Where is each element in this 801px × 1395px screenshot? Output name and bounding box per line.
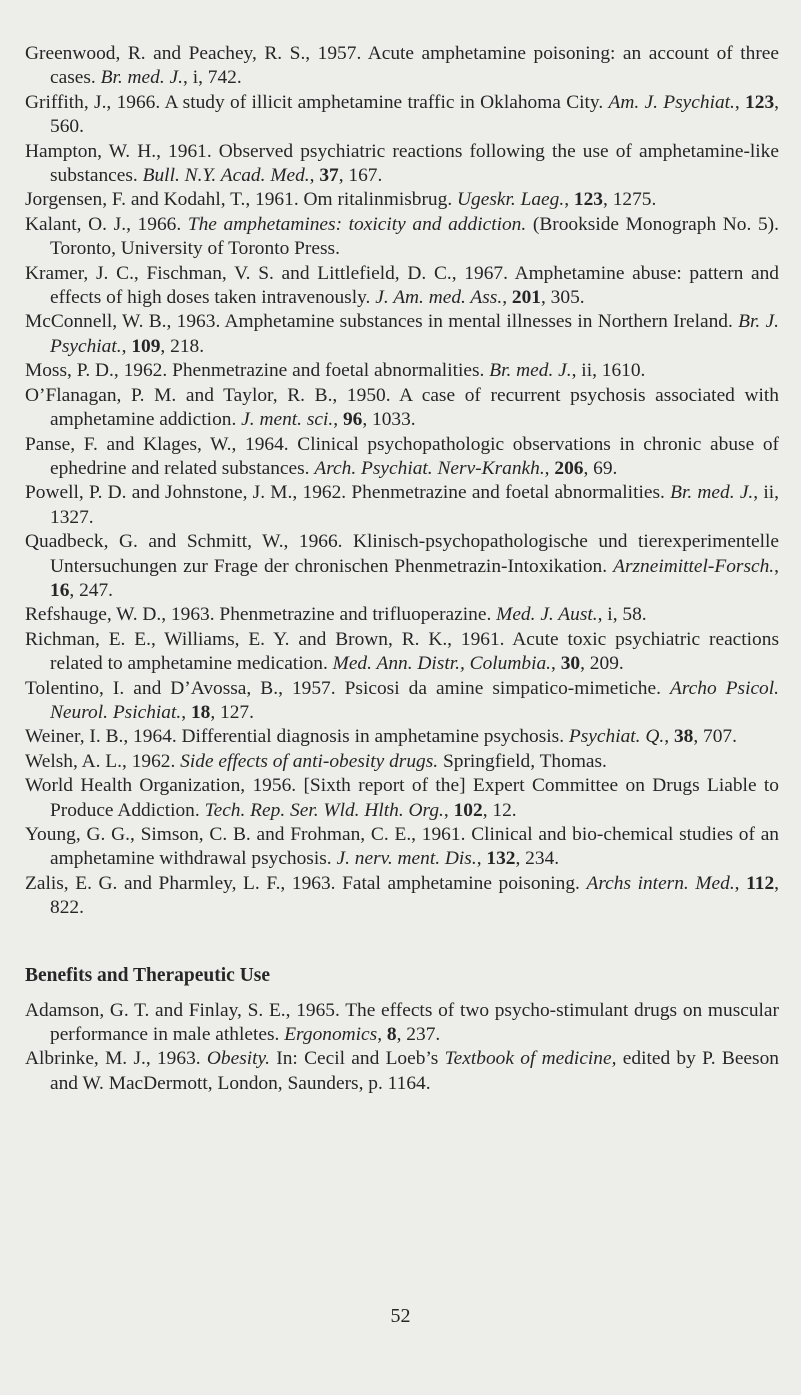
reference-journal: Br. med. J. bbox=[100, 67, 183, 89]
page-number: 52 bbox=[390, 1305, 411, 1327]
reference-pages: Springfield, Thomas. bbox=[438, 750, 607, 772]
reference-pages: , 127. bbox=[210, 701, 254, 723]
reference-text: Weiner, I. B., 1964. Differential diagnosis in amphetamine psychosis. bbox=[25, 726, 569, 748]
reference-list-benefits bbox=[25, 999, 779, 1097]
reference-pages: , 1275. bbox=[603, 189, 657, 211]
reference-volume: 18 bbox=[190, 701, 211, 723]
reference-entry: Adamson, G. T. and Finlay, S. E., 1965. The effects of two psycho-stimulant drugs on muscular performance in male athletes. Ergonomics, 8, 237. bbox=[25, 999, 779, 1046]
reference-pages: (Brookside Monograph No. 5). Toronto, University of Toronto Press. bbox=[50, 213, 779, 260]
reference-entry bbox=[25, 481, 779, 530]
reference-text: Kramer, J. C., Fischman, V. S. and Littlefield, D. C., 1967. Amphetamine abuse: pattern and effects of high doses taken intravenously. bbox=[25, 262, 779, 309]
reference-journal: Br. J. Psychiat. bbox=[50, 311, 779, 357]
reference-text: World Health Organization, 1956. [Sixth report of the] Expert Committee on Drugs Liable to Produce Addiction. bbox=[25, 775, 779, 821]
reference-text: O’Flanagan, P. M. and Taylor, R. B., 1950. A case of recurrent psychosis associated with amphetamine addiction. bbox=[25, 384, 779, 431]
reference-pages: , 12. bbox=[482, 799, 517, 821]
reference-text: Refshauge, W. D., 1963. Phenmetrazine and trifluoperazine. bbox=[25, 604, 497, 626]
reference-journal: Med. Ann. Distr., Columbia. bbox=[332, 653, 552, 675]
reference-entry: Jorgensen, F. and Kodahl, T., 1961. Om ritalinmisbrug. Ugeskr. Laeg., 123, 1275. bbox=[25, 189, 657, 211]
reference-book-title: Textbook of medicine, bbox=[444, 1048, 617, 1070]
reference-volume: 206 bbox=[554, 457, 584, 479]
reference-text: Moss, P. D., 1962. Phenmetrazine and foetal abnormalities. bbox=[25, 360, 490, 382]
reference-volume: 112 bbox=[746, 872, 775, 894]
reference-entry: Hampton, W. H., 1961. Observed psychiatric reactions following the use of amphetamine-like substances. Bull. N.Y. Acad. Med., 37, 167. bbox=[25, 140, 779, 187]
reference-entry: Panse, F. and Klages, W., 1964. Clinical psychopathologic observations in chronic abuse of ephedrine and related substances. Arch. Psychiat. Nerv-Krankh., 206, 69. bbox=[25, 433, 779, 479]
reference-journal: Am. J. Psychiat. bbox=[608, 91, 735, 113]
reference-entry bbox=[25, 359, 779, 383]
reference-journal: Ergonomics bbox=[284, 1024, 378, 1046]
reference-text: Welsh, A. L., 1962. bbox=[25, 750, 181, 772]
reference-pages: , ii, 1327. bbox=[50, 482, 779, 528]
reference-entry bbox=[25, 750, 779, 774]
section-heading: Benefits and Therapeutic Use bbox=[25, 964, 271, 986]
reference-pages: , 237. bbox=[396, 1024, 441, 1046]
reference-journal: Med. J. Aust. bbox=[496, 604, 598, 626]
reference-pages: , 209. bbox=[580, 653, 624, 675]
reference-pages: , 822. bbox=[50, 872, 779, 919]
reference-pages: , 167. bbox=[338, 165, 383, 187]
reference-journal: Arzneimittel-Forsch. bbox=[613, 555, 775, 577]
reference-journal: Psychiat. Q. bbox=[568, 726, 665, 748]
reference-journal: J. Am. med. Ass. bbox=[375, 287, 503, 309]
reference-entry: Weiner, I. B., 1964. Differential diagnosis in amphetamine psychosis. Psychiat. Q., 38, 707. bbox=[25, 726, 737, 748]
reference-text: Jorgensen, F. and Kodahl, T., 1961. Om ritalinmisbrug. bbox=[25, 189, 458, 211]
reference-journal: Archs intern. Med. bbox=[586, 872, 735, 894]
reference-pages: , i, 742. bbox=[183, 67, 242, 89]
reference-volume: 38 bbox=[673, 726, 694, 748]
reference-text: Adamson, G. T. and Finlay, S. E., 1965. The effects of two psycho-stimulant drugs on muscular performance in male athletes. bbox=[25, 999, 779, 1046]
reference-list bbox=[25, 42, 779, 921]
reference-entry: Richman, E. E., Williams, E. Y. and Brown, R. K., 1961. Acute toxic psychiatric reactions related to amphetamine medication. Med. Ann. Distr., Columbia., 30, 209. bbox=[25, 628, 779, 675]
reference-text: Tolentino, I. and D’Avossa, B., 1957. Psicosi da amine simpatico-mimetiche. bbox=[25, 677, 670, 699]
reference-volume: 123 bbox=[573, 189, 603, 211]
reference-entry bbox=[25, 213, 779, 262]
reference-text: Kalant, O. J., 1966. bbox=[25, 213, 188, 235]
reference-journal: Br. med. J. bbox=[489, 360, 572, 382]
reference-entry: Tolentino, I. and D’Avossa, B., 1957. Psicosi da amine simpatico-mimetiche. Archo Psicol. Neurol. Psichiat., 18, 127. bbox=[25, 677, 779, 723]
reference-text: Quadbeck, G. and Schmitt, W., 1966. Klinisch-psychopathologische und tierexperimentelle Untersuchungen zur Frage der chronischen Phenmetrazin-Intoxikation. bbox=[25, 531, 779, 577]
reference-pages: In: Cecil and Loeb’s bbox=[269, 1048, 445, 1070]
reference-pages: , ii, 1610. bbox=[571, 360, 646, 382]
reference-entry bbox=[25, 42, 779, 91]
reference-text: Powell, P. D. and Johnstone, J. M., 1962. Phenmetrazine and foetal abnormalities. bbox=[25, 482, 671, 504]
reference-text: Greenwood, R. and Peachey, R. S., 1957. Acute amphetamine poisoning: an account of three cases. bbox=[25, 43, 779, 89]
reference-text: Panse, F. and Klages, W., 1964. Clinical psychopathologic observations in chronic abuse of ephedrine and related substances. bbox=[25, 433, 779, 479]
reference-entry: O’Flanagan, P. M. and Taylor, R. B., 1950. A case of recurrent psychosis associated with amphetamine addiction. J. ment. sci., 96, 1033. bbox=[25, 384, 779, 431]
reference-text: Albrinke, M. J., 1963. bbox=[25, 1048, 207, 1070]
reference-pages: , 707. bbox=[693, 726, 737, 748]
reference-publisher: edited by P. Beeson and W. MacDermott, London, Saunders, p. 1164. bbox=[50, 1048, 779, 1094]
reference-journal: Ugeskr. Laeg. bbox=[457, 189, 565, 211]
reference-entry bbox=[25, 1047, 779, 1096]
reference-journal: Archo Psicol. Neurol. Psichiat. bbox=[50, 677, 779, 723]
reference-entry: Kramer, J. C., Fischman, V. S. and Littlefield, D. C., 1967. Amphetamine abuse: pattern and effects of high doses taken intravenously. J. Am. med. Ass., 201, 305. bbox=[25, 262, 779, 309]
reference-pages: , 234. bbox=[515, 848, 560, 870]
reference-volume: 8 bbox=[386, 1024, 397, 1046]
reference-volume: 123 bbox=[745, 91, 775, 113]
reference-entry: World Health Organization, 1956. [Sixth report of the] Expert Committee on Drugs Liable to Produce Addiction. Tech. Rep. Ser. Wld. Hlth. Org., 102, 12. bbox=[25, 775, 779, 821]
reference-entry: Young, G. G., Simson, C. B. and Frohman, C. E., 1961. Clinical and bio-chemical studies of an amphetamine withdrawal psychosis. J. nerv. ment. Dis., 132, 234. bbox=[25, 824, 779, 870]
reference-journal: Side effects of anti-obesity drugs. bbox=[180, 750, 439, 772]
reference-journal: J. nerv. ment. Dis. bbox=[336, 848, 477, 870]
reference-journal: Arch. Psychiat. Nerv-Krankh. bbox=[314, 457, 545, 479]
reference-journal: Bull. N.Y. Acad. Med. bbox=[142, 165, 310, 187]
reference-journal: J. ment. sci. bbox=[241, 409, 334, 431]
reference-entry: McConnell, W. B., 1963. Amphetamine substances in mental illnesses in Northern Ireland. Br. J. Psychiat., 109, 218. bbox=[25, 311, 779, 357]
reference-volume: 96 bbox=[342, 409, 363, 431]
reference-entry: Zalis, E. G. and Pharmley, L. F., 1963. Fatal amphetamine poisoning. Archs intern. Med., 112, 822. bbox=[25, 872, 779, 919]
reference-pages: , 560. bbox=[50, 91, 779, 138]
reference-journal: Br. med. J. bbox=[670, 482, 754, 504]
reference-text: McConnell, W. B., 1963. Amphetamine substances in mental illnesses in Northern Ireland. bbox=[25, 311, 739, 333]
reference-journal: Tech. Rep. Ser. Wld. Hlth. Org. bbox=[204, 799, 444, 821]
reference-pages: , 305. bbox=[540, 287, 585, 309]
reference-entry: Quadbeck, G. and Schmitt, W., 1966. Klinisch-psychopathologische und tierexperimentelle Untersuchungen zur Frage der chronischen Phenmetrazin-Intoxikation. Arzneimittel-Forsch., 16, 247. bbox=[25, 531, 779, 601]
reference-pages: , 218. bbox=[160, 335, 205, 357]
reference-journal: The amphetamines: toxicity and addiction. bbox=[187, 213, 527, 235]
reference-pages: , 69. bbox=[583, 457, 618, 479]
reference-journal: Obesity. bbox=[206, 1048, 270, 1070]
reference-entry bbox=[25, 603, 779, 627]
reference-text: Hampton, W. H., 1961. Observed psychiatric reactions following the use of amphetamine-like substances. bbox=[25, 140, 779, 187]
reference-volume: 16 bbox=[50, 579, 70, 601]
reference-volume: 132 bbox=[486, 848, 516, 870]
reference-volume: 102 bbox=[453, 799, 483, 821]
reference-entry: Griffith, J., 1966. A study of illicit amphetamine traffic in Oklahoma City. Am. J. Psychiat., 123, 560. bbox=[25, 91, 779, 138]
reference-text: Griffith, J., 1966. A study of illicit amphetamine traffic in Oklahoma City. bbox=[25, 91, 609, 113]
reference-volume: 201 bbox=[511, 287, 541, 309]
reference-volume: 30 bbox=[560, 653, 581, 675]
reference-text: Richman, E. E., Williams, E. Y. and Brown, R. K., 1961. Acute toxic psychiatric reactions related to amphetamine medication. bbox=[25, 628, 779, 675]
reference-pages: , 247. bbox=[69, 579, 114, 601]
reference-volume: 37 bbox=[319, 165, 339, 187]
reference-text: Zalis, E. G. and Pharmley, L. F., 1963. Fatal amphetamine poisoning. bbox=[25, 872, 587, 894]
reference-pages: , i, 58. bbox=[597, 604, 647, 626]
reference-volume: 109 bbox=[131, 335, 161, 357]
reference-pages: , 1033. bbox=[362, 409, 416, 431]
reference-text: Young, G. G., Simson, C. B. and Frohman, C. E., 1961. Clinical and bio-chemical studies of an amphetamine withdrawal psychosis. bbox=[25, 824, 779, 870]
